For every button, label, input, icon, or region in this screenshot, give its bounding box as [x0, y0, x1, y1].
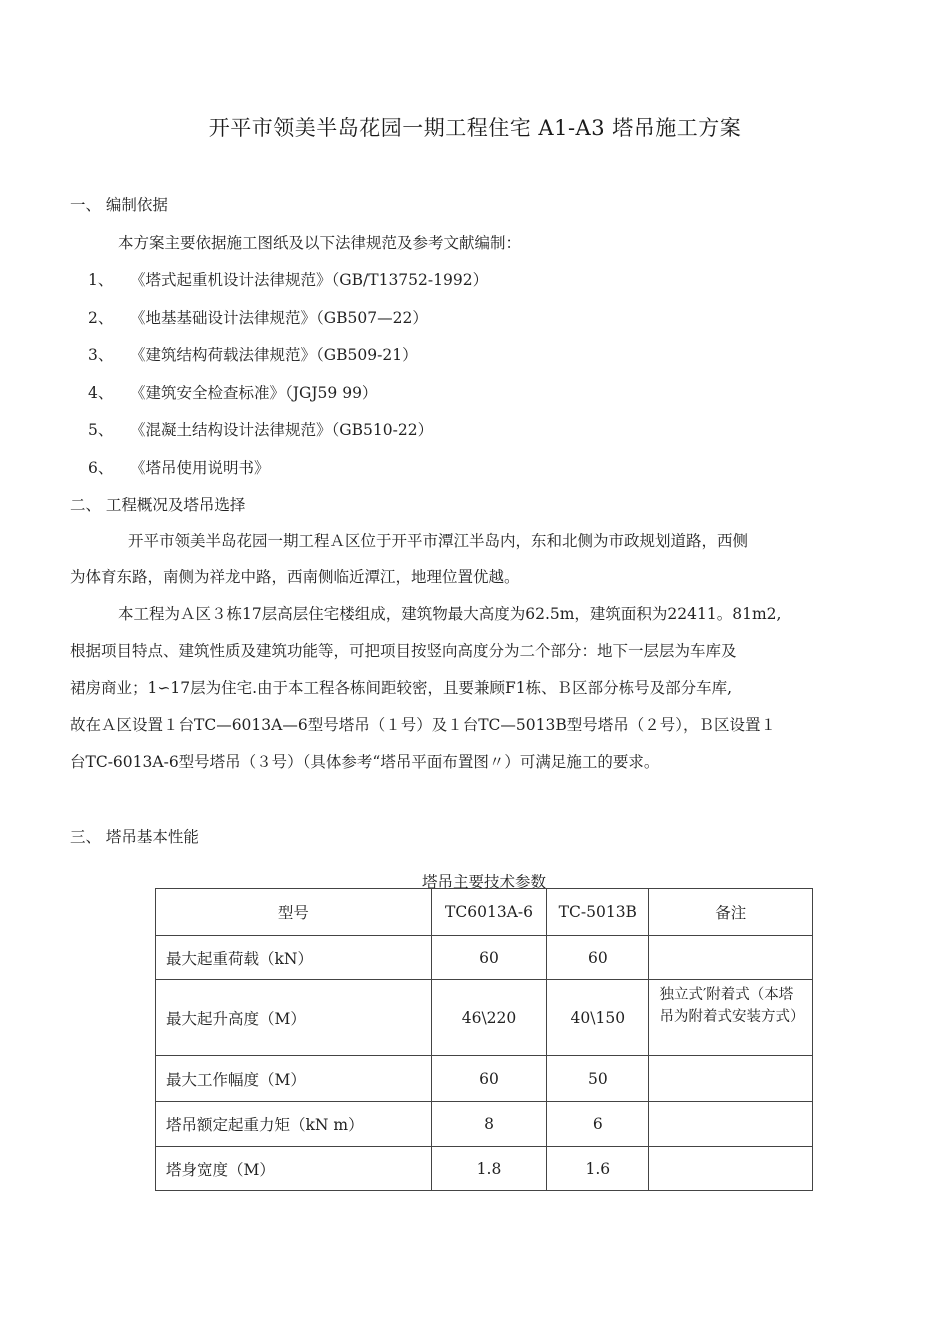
param-name: 塔身宽度（M） [156, 1147, 432, 1191]
overview-paragraph-line: 根据项目特点、建筑性质及建筑功能等，可把项目按竖向高度分为二个部分：地下一层层为车库及 [70, 642, 737, 660]
reference-number: 3、 [88, 346, 114, 364]
header-tc6013a: TC6013A-6 [431, 889, 546, 936]
param-value-b: 6 [547, 1102, 649, 1147]
overview-paragraph-line: 本工程为Ａ区３栋17层高层住宅楼组成，建筑物最大高度为62.5m，建筑面积为22411。81m2, [118, 605, 782, 623]
section-heading-performance: 三、 塔吊基本性能 [70, 828, 199, 846]
table-row [156, 1056, 813, 1102]
reference-number: 6、 [88, 459, 114, 477]
reference-text: 《塔式起重机设计法律规范》（GB/T13752-1992） [130, 271, 489, 289]
table-caption: 塔吊主要技术参数 [421, 873, 546, 891]
reference-text: 《混凝土结构设计法律规范》（GB510-22） [130, 421, 434, 439]
table-row [156, 936, 813, 980]
reference-number: 5、 [88, 421, 114, 439]
reference-number: 4、 [88, 384, 114, 402]
param-note [649, 1147, 813, 1191]
param-name: 塔吊额定起重力矩（kN m） [156, 1102, 432, 1147]
reference-text: 《建筑安全检查标准》（JGJ59 99） [130, 384, 378, 402]
header-tc5013b: TC-5013B [547, 889, 649, 936]
param-value-b: 50 [547, 1056, 649, 1102]
param-name: 最大起重荷载（kN） [156, 936, 432, 980]
header-model: 型号 [156, 889, 432, 936]
table-row [156, 1102, 813, 1147]
reference-item [88, 382, 377, 404]
document-title: 开平市领美半岛花园一期工程住宅 A1-A3 塔吊施工方案 [208, 116, 742, 140]
param-value-a: 60 [431, 1056, 546, 1102]
reference-item [88, 307, 428, 329]
overview-paragraph-line: 台TC-6013A-6型号塔吊（３号）（具体参考“塔吊平面布置图〃）可满足施工的要求。 [70, 753, 660, 771]
param-value-a: 1.8 [431, 1147, 546, 1191]
param-note: 独立式′附着式（本塔吊为附着式安装方式） [649, 980, 813, 1056]
reference-item [88, 419, 433, 441]
reference-text: 《地基基础设计法律规范》（GB507—22） [130, 309, 428, 327]
param-value-b: 60 [547, 936, 649, 980]
reference-text: 《建筑结构荷载法律规范》（GB509-21） [130, 346, 418, 364]
section-heading-basis: 一、 编制依据 [70, 196, 168, 214]
reference-item [88, 269, 488, 291]
param-value-b: 1.6 [547, 1147, 649, 1191]
param-note [649, 1102, 813, 1147]
overview-paragraph-line: 开平市领美半岛花园一期工程Ａ区位于开平市潭江半岛内，东和北侧为市政规划道路，西侧 [128, 532, 749, 550]
reference-number: 2、 [88, 309, 114, 327]
param-name: 最大起升高度（M） [156, 980, 432, 1056]
basis-intro: 本方案主要依据施工图纸及以下法律规范及参考文献编制： [118, 234, 522, 252]
reference-text: 《塔吊使用说明书》 [130, 459, 270, 477]
overview-paragraph-line: 为体育东路，南侧为祥龙中路，西南侧临近潭江，地理位置优越。 [70, 568, 520, 586]
param-note [649, 936, 813, 980]
param-value-a: 60 [431, 936, 546, 980]
overview-paragraph-line: 故在Ａ区设置１台TC—6013A—6型号塔吊（１号）及１台TC—5013B型号塔吊（２号），Ｂ区设置１ [70, 716, 776, 734]
param-value-b: 40\150 [547, 980, 649, 1056]
param-value-a: 8 [431, 1102, 546, 1147]
param-note [649, 1056, 813, 1102]
section-heading-overview: 二、 工程概况及塔吊选择 [70, 496, 246, 514]
table-row [156, 980, 813, 1056]
reference-number: 1、 [88, 271, 114, 289]
table-row [156, 1147, 813, 1191]
crane-parameters-table [155, 888, 813, 1191]
reference-item [88, 457, 270, 479]
table-header-row [156, 889, 813, 936]
header-remarks: 备注 [649, 889, 813, 936]
overview-paragraph-line: 裙房商业；1∽17层为住宅.由于本工程各栋间距较密，且要兼顾F1栋、Ｂ区部分栋号及部分车库, [70, 679, 733, 697]
reference-item [88, 344, 418, 366]
param-value-a: 46\220 [431, 980, 546, 1056]
param-name: 最大工作幅度（M） [156, 1056, 432, 1102]
